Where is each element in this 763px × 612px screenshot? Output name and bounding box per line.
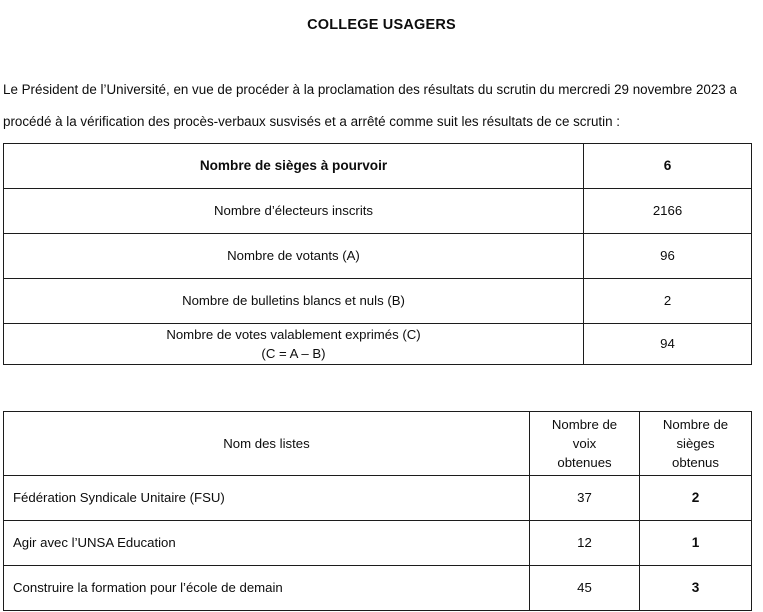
column-header-list-name: Nom des listes <box>4 412 530 476</box>
list-name: Agir avec l’UNSA Education <box>4 521 530 566</box>
scrutin-summary-table <box>3 143 752 365</box>
scrutin-value-registered-voters: 2166 <box>584 189 752 234</box>
list-votes: 45 <box>530 566 640 611</box>
scrutin-label-valid-votes <box>4 324 584 365</box>
scrutin-label-blank-void-ballots: Nombre de bulletins blancs et nuls (B) <box>4 279 584 324</box>
list-seats: 1 <box>640 521 752 566</box>
intro-paragraph: Le Président de l’Université, en vue de procéder à la proclamation des résultats du scrutin du mercredi 29 novembre 2023 a procédé à la vérification des procès-verbaux susvisés et a arrêté comme suit les résultats de ce scrutin : <box>3 82 737 130</box>
scrutin-label-voters: Nombre de votants (A) <box>4 234 584 279</box>
column-header-votes-obtained: Nombre de voix obtenues <box>530 412 640 476</box>
scrutin-value-seats-to-fill: 6 <box>584 144 752 189</box>
table-row <box>4 144 752 189</box>
list-votes: 37 <box>530 476 640 521</box>
scrutin-label-valid-votes-formula: (C = A – B) <box>261 346 326 361</box>
list-seats: 2 <box>640 476 752 521</box>
page-title: COLLEGE USAGERS <box>307 17 456 33</box>
table-row <box>4 189 752 234</box>
column-header-seats-obtained: Nombre de sièges obtenus <box>640 412 752 476</box>
scrutin-value-valid-votes: 94 <box>584 324 752 365</box>
scrutin-label-seats-to-fill: Nombre de sièges à pourvoir <box>4 144 584 189</box>
scrutin-label-valid-votes-line1: Nombre de votes valablement exprimés (C) <box>166 327 421 342</box>
table-header-row <box>4 412 752 476</box>
table-row <box>4 234 752 279</box>
list-seats: 3 <box>640 566 752 611</box>
scrutin-value-voters: 96 <box>584 234 752 279</box>
table-row <box>4 566 752 611</box>
list-name: Construire la formation pour l’école de demain <box>4 566 530 611</box>
table-row <box>4 324 752 365</box>
list-name: Fédération Syndicale Unitaire (FSU) <box>4 476 530 521</box>
table-row <box>4 521 752 566</box>
table-row <box>4 476 752 521</box>
table-row <box>4 279 752 324</box>
scrutin-value-blank-void-ballots: 2 <box>584 279 752 324</box>
scrutin-label-registered-voters: Nombre d’électeurs inscrits <box>4 189 584 234</box>
list-votes: 12 <box>530 521 640 566</box>
lists-results-table <box>3 411 752 611</box>
